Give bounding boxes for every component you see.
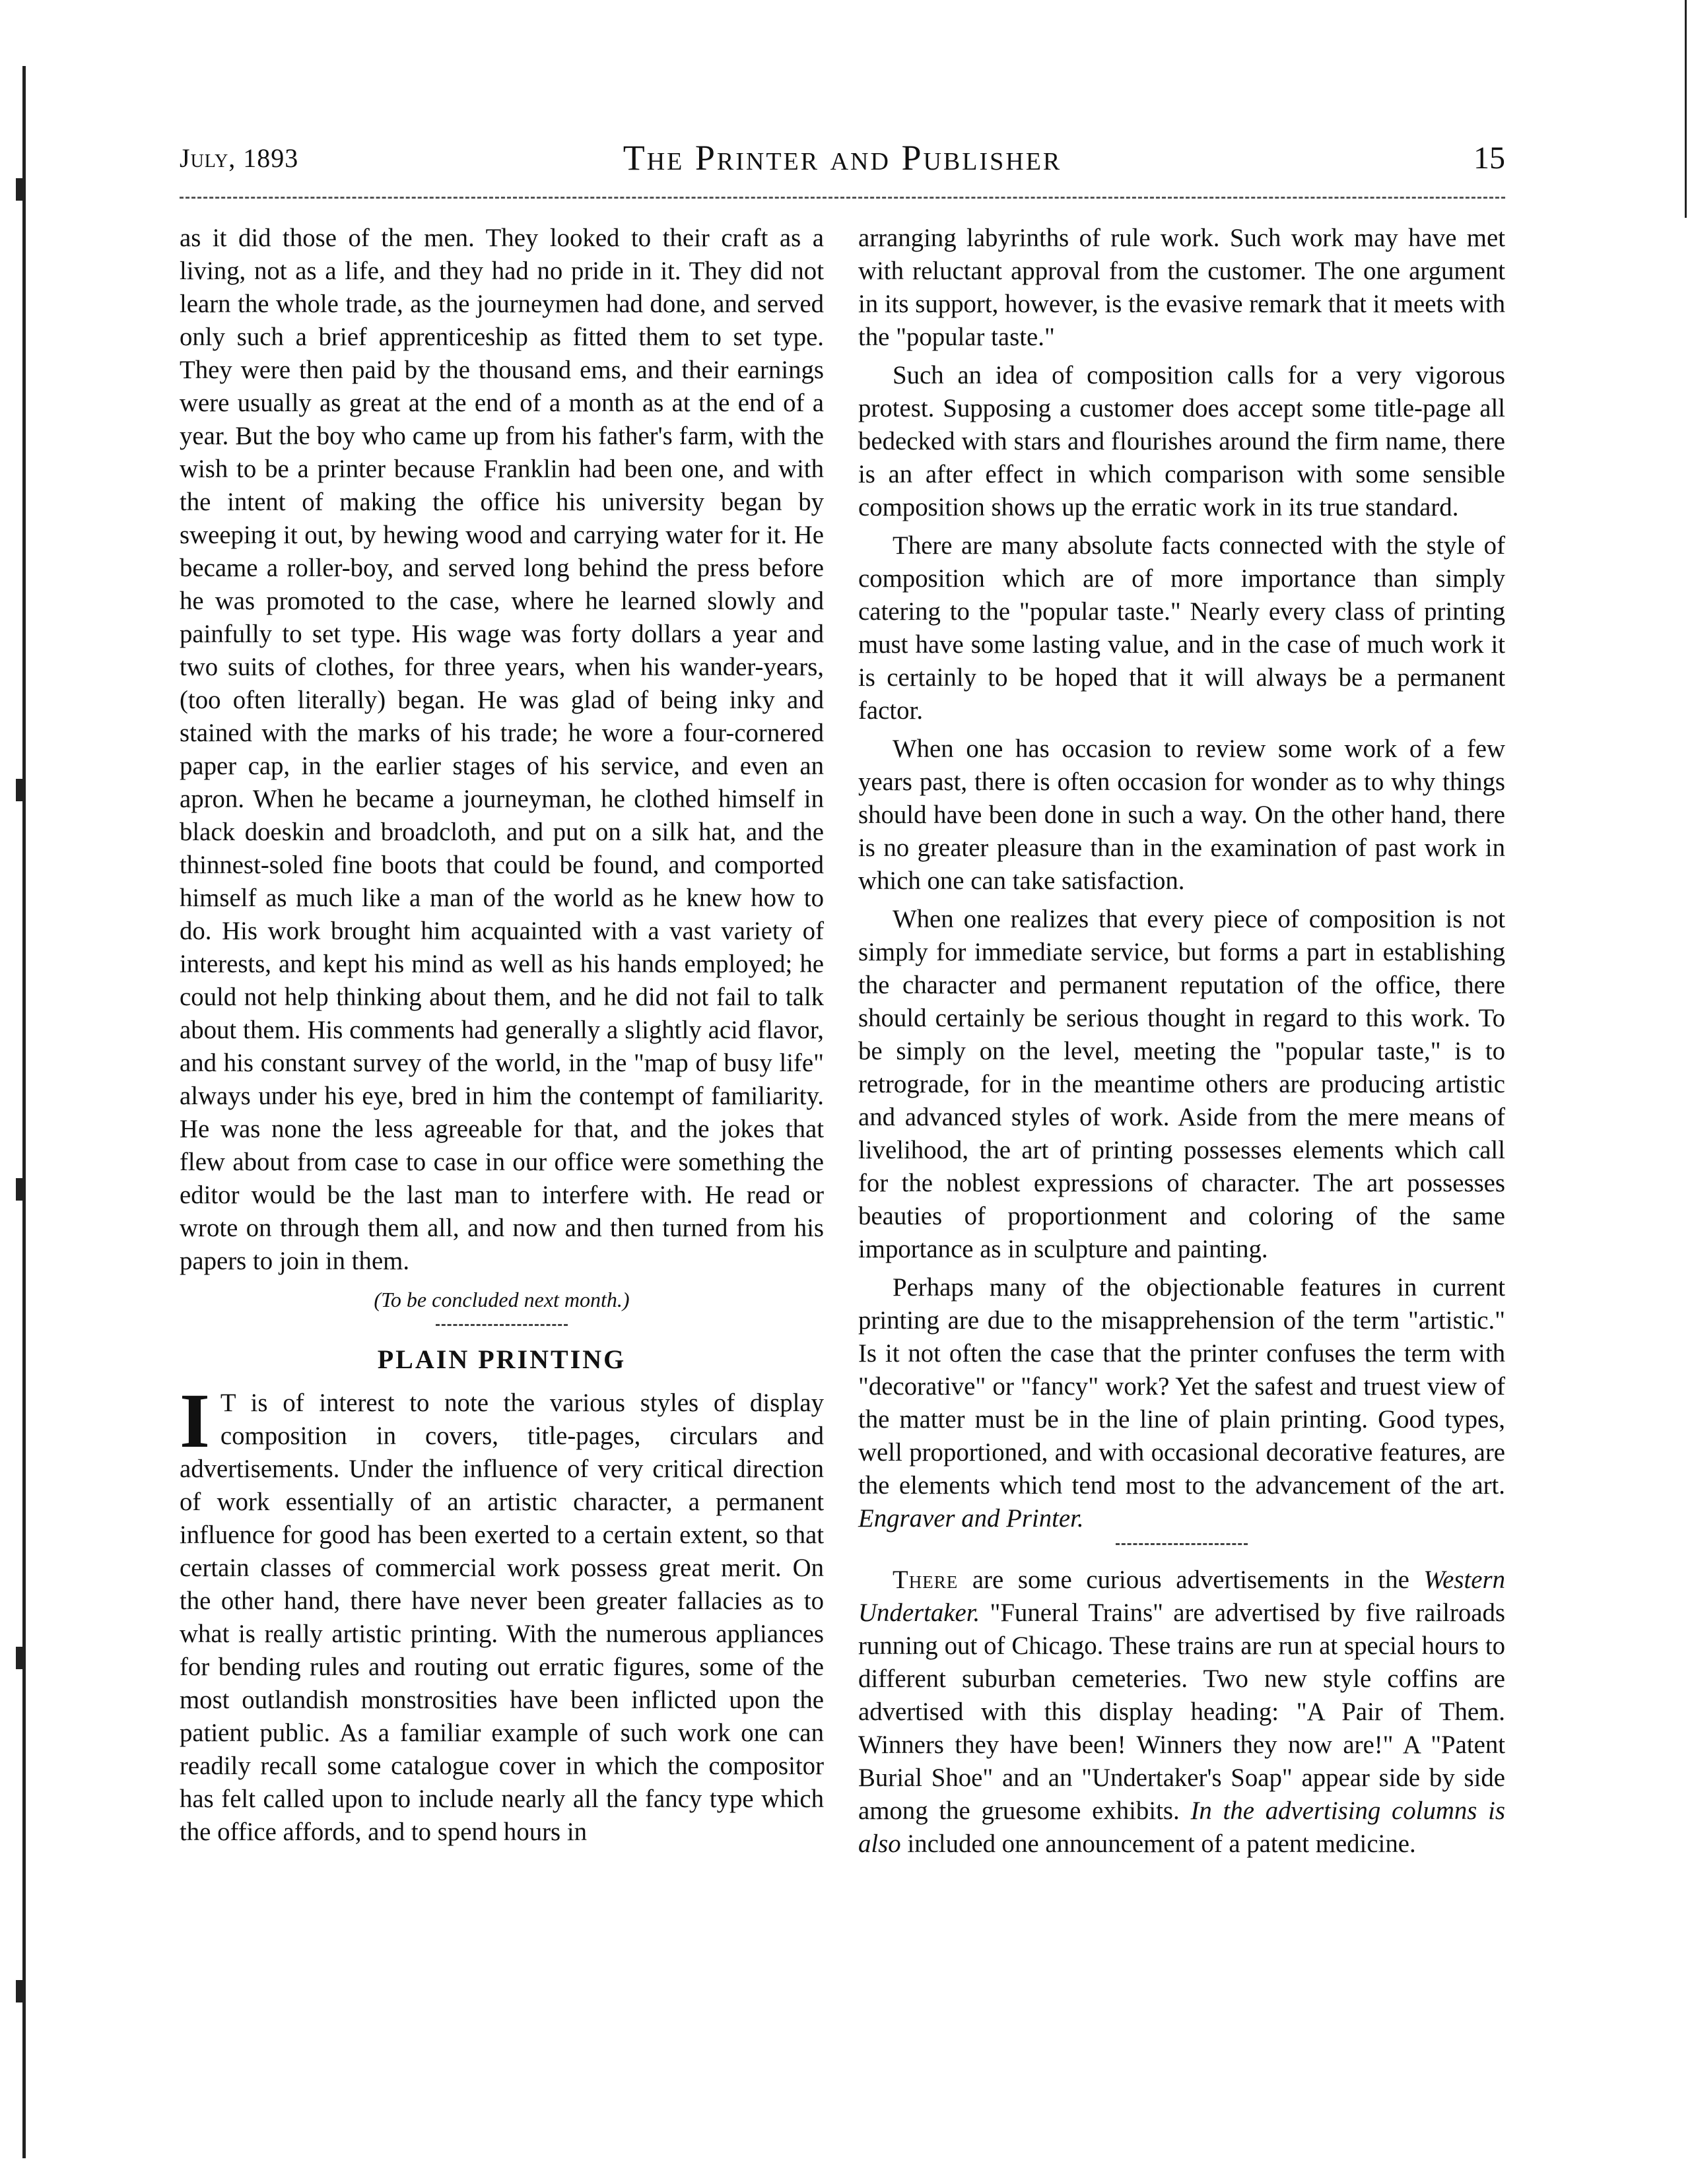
- binding-mark: [16, 779, 25, 801]
- paragraph: There are many absolute facts connected with the style of composition which are of more importance than simply catering to the "popular taste." Nearly every class of printing must have some lasting value, and in the case of much work it is certainly to be hoped that it will always be a permanent factor.: [858, 531, 1505, 725]
- binding-mark: [16, 1980, 25, 2002]
- publication-name: Western Undertaker.: [858, 1566, 1505, 1627]
- paragraph-text: Perhaps many of the objectionable features in current printing are due to the misapprehension of the term "artistic." Is it not often the case that the printer confuses the term with "decorative" or "fancy" work? Yet the safest and truest view of the matter must be in the line of plain printing. Good types, well proportioned, and with occasional decorative features, are the elements which tend most to the advancement of the art.: [858, 1273, 1505, 1500]
- binding-mark: [16, 178, 25, 201]
- paragraph-with-source: [858, 1271, 1505, 1535]
- section-title: PLAIN PRINTING: [377, 1344, 626, 1374]
- drop-cap: I: [180, 1377, 210, 1464]
- right-edge-line: [1685, 0, 1687, 218]
- binding-mark: [16, 1178, 25, 1201]
- left-column: [180, 222, 824, 1854]
- section-divider: [436, 1324, 568, 1326]
- paragraph-text-italic: In the advertising columns is also: [858, 1797, 1506, 1858]
- source-credit: Engraver and Printer.: [858, 1504, 1084, 1533]
- continued-note: (To be concluded next month.): [374, 1288, 630, 1311]
- right-column: [858, 222, 1505, 1866]
- article-continuation-paragraph: as it did those of the men. They looked to their craft as a living, not as a life, and they had no pride in it. They did not learn the whole trade, as the journeymen had done, and served only such a brief apprenticeship as fitted them to set type. They were then paid by the thousand ems, and their earnings were usually as great at the end of a month as at the end of a year. But the boy who came up from his father's farm, with the wish to be a printer because Franklin had been one, and with the intent of making the office his university began by sweeping it out, by hewing wood and carrying water for it. He became a roller-boy, and served long behind the press before he was promoted to the case, where he learned slowly and painfully to set type. His wage was forty dollars a year and two suits of clothes, for three years, when his wander-years, (too often literally) began. He was glad of being inky and stained with the marks of his trade; he wore a four-cornered paper cap, in the earlier stages of his service, and even an apron. When he became a journeyman, he clothed himself in black doeskin and broadcloth, and put on a silk hat, and the thinnest-soled fine boots that could be found, and comported himself as much like a man of the world as he knew how to do. His work brought him acquainted with a vast variety of interests, and kept his mind as well as his hands employed; he could not help thinking about them, and he did not fail to talk about them. His comments had generally a slightly acid flavor, and his constant survey of the world, in the "map of busy life" always under his eye, bred in him the contempt of familiarity. He was none the less agreeable for that, and the jokes that flew about from case to case in our office were something the editor would be the last man to interfere with. He read or wrote on through them all, and now and then turned from his papers to join in them.: [180, 224, 824, 1275]
- publication-title: The Printer and Publisher: [623, 138, 1062, 178]
- paragraph: When one has occasion to review some work of a few years past, there is often occasion for wonder as to why things should have been done in such a way. On the other hand, there is no greater pleasure than in the examination of past work in which one can take satisfaction.: [858, 735, 1505, 895]
- paragraph: arranging labyrinths of rule work. Such work may have met with reluctant approval from the customer. The one argument in its support, however, is the evasive remark that it meets with the "popular taste.": [858, 224, 1506, 351]
- issue-date: July, 1893: [180, 143, 299, 173]
- paragraph-text: are some curious advertisements in the: [958, 1566, 1424, 1594]
- binding-mark: [16, 1647, 25, 1669]
- page-header: [180, 137, 1505, 190]
- binding-edge-line: [22, 66, 26, 2158]
- header-rule: [180, 197, 1505, 199]
- paragraph-text: "Funeral Trains" are advertised by five railroads running out of Chicago. These trains are run at special hours to different suburban cemeteries. Two new style coffins are advertised with this display heading: "A Pair of Them. Winners they have been! Winners they now are!" A "Patent Burial Shoe" and an "Undertaker's Soap" appear side by side among the gruesome exhibits.: [858, 1599, 1505, 1825]
- paragraph: When one realizes that every piece of composition is not simply for immediate service, but forms a part in establishing the character and permanent reputation of the office, there should certainly be serious thought in regard to this work. To be simply on the level, meeting the "popular taste," is to retrograde, for in the meantime others are producing artistic and advanced styles of work. Aside from the mere means of livelihood, the art of printing possesses elements which call for the noblest expressions of character. The art possesses beauties of proportionment and coloring of the same importance as in sculpture and painting.: [858, 905, 1505, 1263]
- page-number: 15: [1473, 141, 1505, 176]
- undertaker-paragraph: [858, 1564, 1505, 1861]
- section-divider: [1116, 1543, 1248, 1545]
- paragraph: Such an idea of composition calls for a very vigorous protest. Supposing a customer does accept some title-page all bedecked with stars and flourishes around the firm name, there is an after effect in which comparison with some sensible composition shows up the erratic work in its true standard.: [858, 361, 1505, 521]
- paragraph-text: included one announcement of a patent medicine.: [900, 1830, 1416, 1858]
- lead-word: There: [893, 1566, 959, 1594]
- plain-printing-text: T is of interest to note the various styles of display composition in covers, title-pages, circulars and advertisements. Under the influence of very critical direction of work essentially of an artistic character, a permanent influence for good has been exerted to a certain extent, so that certain classes of commercial work possess great merit. On the other hand, there have never been greater fallacies as to what is really artistic printing. With the numerous appliances for bending rules and routing out erratic figures, some of the most outlandish monstrosities have been inflicted upon the patient public. As a familiar example of such work one can readily recall some catalogue cover in which the compositor has felt called upon to include nearly all the fancy type which the office affords, and to spend hours in: [180, 1389, 824, 1846]
- plain-printing-paragraph: [180, 1377, 824, 1849]
